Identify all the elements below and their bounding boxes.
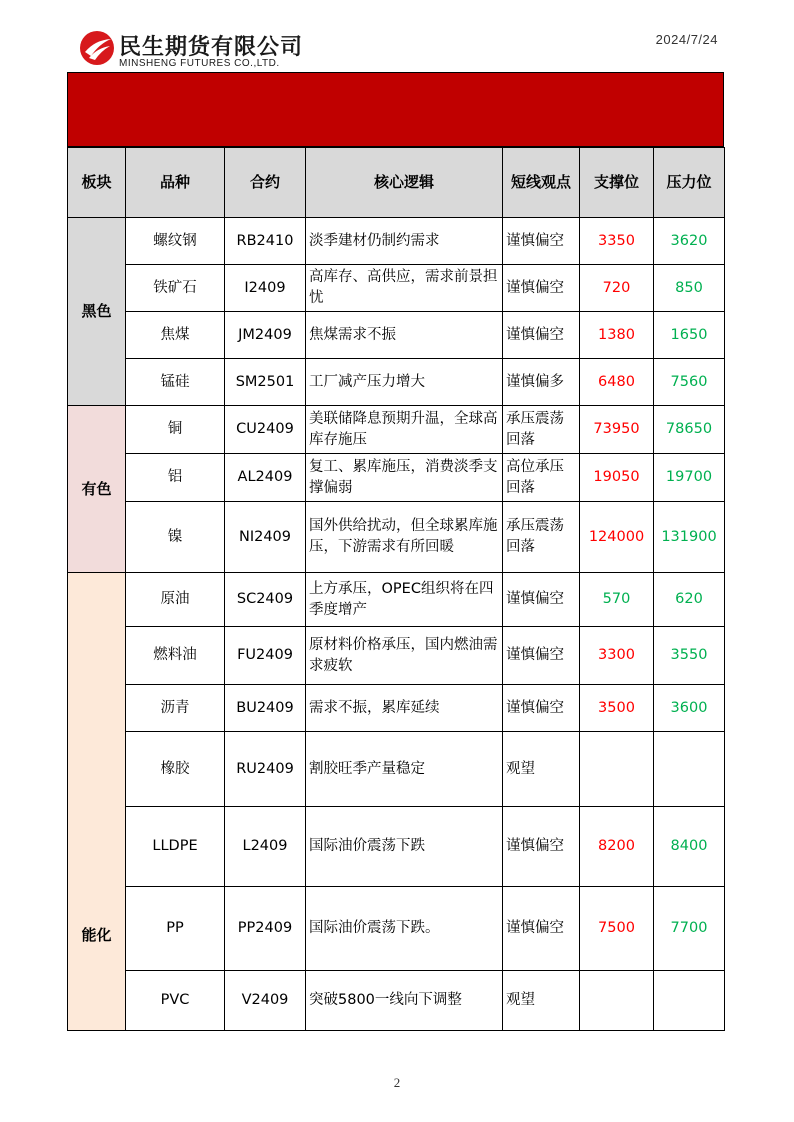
product-cell: 铜: [126, 406, 225, 454]
logic-cell: 工厂减产压力增大: [306, 359, 503, 406]
contract-cell: FU2409: [225, 627, 306, 685]
report-date: 2024/7/24: [655, 32, 718, 47]
logic-cell: 淡季建材仍制约需求: [306, 218, 503, 265]
company-name-cn: 民生期货有限公司: [119, 35, 304, 60]
resistance-cell: 7560: [654, 359, 725, 406]
logic-cell: 国际油价震荡下跌。: [306, 887, 503, 971]
table-row: [68, 502, 725, 573]
product-cell: LLDPE: [126, 807, 225, 887]
header-product: 品种: [126, 148, 225, 218]
product-cell: 燃料油: [126, 627, 225, 685]
table-row: [68, 573, 725, 627]
table-header-row: [68, 148, 725, 218]
product-cell: 焦煤: [126, 312, 225, 359]
title-banner: [67, 72, 724, 147]
sector-cell-nonferrous: 有色: [68, 406, 126, 573]
support-cell: 3350: [580, 218, 654, 265]
view-cell: 谨慎偏空: [503, 807, 580, 887]
header-short-term-view: 短线观点: [503, 148, 580, 218]
logic-cell: 需求不振，累库延续: [306, 685, 503, 732]
view-cell: 谨慎偏多: [503, 359, 580, 406]
logic-cell: 突破5800一线向下调整: [306, 971, 503, 1031]
table-row: [68, 312, 725, 359]
support-cell: 6480: [580, 359, 654, 406]
minsheng-logo-icon: [79, 30, 115, 66]
contract-cell: RU2409: [225, 732, 306, 807]
table-row: [68, 265, 725, 312]
contract-cell: NI2409: [225, 502, 306, 573]
product-cell: PP: [126, 887, 225, 971]
table-row: [68, 807, 725, 887]
resistance-cell: [654, 971, 725, 1031]
contract-cell: CU2409: [225, 406, 306, 454]
view-cell: 谨慎偏空: [503, 312, 580, 359]
resistance-cell: 3550: [654, 627, 725, 685]
product-cell: 铁矿石: [126, 265, 225, 312]
sector-cell-energy-chemical: 能化: [68, 573, 126, 1031]
logic-cell: 美联储降息预期升温，全球高库存施压: [306, 406, 503, 454]
view-cell: 观望: [503, 971, 580, 1031]
logic-cell: 割胶旺季产量稳定: [306, 732, 503, 807]
resistance-cell: [654, 732, 725, 807]
logic-cell: 国际油价震荡下跌: [306, 807, 503, 887]
resistance-cell: 620: [654, 573, 725, 627]
resistance-cell: 19700: [654, 454, 725, 502]
header-support: 支撑位: [580, 148, 654, 218]
support-cell: 3500: [580, 685, 654, 732]
support-cell: 73950: [580, 406, 654, 454]
support-cell: 720: [580, 265, 654, 312]
support-cell: [580, 732, 654, 807]
sector-cell-black: 黑色: [68, 218, 126, 406]
view-cell: 谨慎偏空: [503, 887, 580, 971]
table-row: [68, 732, 725, 807]
futures-outlook-table: [67, 147, 725, 1031]
view-cell: 谨慎偏空: [503, 685, 580, 732]
support-cell: 1380: [580, 312, 654, 359]
view-cell: 谨慎偏空: [503, 627, 580, 685]
support-cell: 8200: [580, 807, 654, 887]
contract-cell: L2409: [225, 807, 306, 887]
product-cell: 螺纹钢: [126, 218, 225, 265]
product-cell: PVC: [126, 971, 225, 1031]
product-cell: 锰硅: [126, 359, 225, 406]
company-name-en: MINSHENG FUTURES CO.,LTD.: [119, 58, 280, 69]
logic-cell: 焦煤需求不振: [306, 312, 503, 359]
contract-cell: RB2410: [225, 218, 306, 265]
logic-cell: 国外供给扰动，但全球累库施压，下游需求有所回暖: [306, 502, 503, 573]
table-row: [68, 685, 725, 732]
support-cell: 124000: [580, 502, 654, 573]
resistance-cell: 8400: [654, 807, 725, 887]
table-row: [68, 971, 725, 1031]
product-cell: 镍: [126, 502, 225, 573]
contract-cell: JM2409: [225, 312, 306, 359]
view-cell: 承压震荡回落: [503, 406, 580, 454]
view-cell: 高位承压回落: [503, 454, 580, 502]
logic-cell: 复工、累库施压，消费淡季支撑偏弱: [306, 454, 503, 502]
support-cell: [580, 971, 654, 1031]
header-resistance: 压力位: [654, 148, 725, 218]
contract-cell: V2409: [225, 971, 306, 1031]
resistance-cell: 3600: [654, 685, 725, 732]
table-row: [68, 359, 725, 406]
table-row: [68, 406, 725, 454]
product-cell: 沥青: [126, 685, 225, 732]
table-row: [68, 627, 725, 685]
contract-cell: AL2409: [225, 454, 306, 502]
logic-cell: 原材料价格承压，国内燃油需求疲软: [306, 627, 503, 685]
page-number: 2: [393, 1075, 401, 1090]
header-core-logic: 核心逻辑: [306, 148, 503, 218]
contract-cell: BU2409: [225, 685, 306, 732]
logic-cell: 高库存、高供应，需求前景担忧: [306, 265, 503, 312]
resistance-cell: 1650: [654, 312, 725, 359]
table-row: [68, 454, 725, 502]
resistance-cell: 7700: [654, 887, 725, 971]
resistance-cell: 3620: [654, 218, 725, 265]
view-cell: 谨慎偏空: [503, 265, 580, 312]
header-contract: 合约: [225, 148, 306, 218]
product-cell: 原油: [126, 573, 225, 627]
product-cell: 铝: [126, 454, 225, 502]
company-logo: [79, 28, 319, 72]
support-cell: 19050: [580, 454, 654, 502]
product-cell: 橡胶: [126, 732, 225, 807]
contract-cell: SC2409: [225, 573, 306, 627]
support-cell: 570: [580, 573, 654, 627]
table-row: [68, 218, 725, 265]
support-cell: 3300: [580, 627, 654, 685]
table-row: [68, 887, 725, 971]
resistance-cell: 78650: [654, 406, 725, 454]
view-cell: 谨慎偏空: [503, 573, 580, 627]
view-cell: 谨慎偏空: [503, 218, 580, 265]
contract-cell: PP2409: [225, 887, 306, 971]
resistance-cell: 131900: [654, 502, 725, 573]
contract-cell: I2409: [225, 265, 306, 312]
contract-cell: SM2501: [225, 359, 306, 406]
support-cell: 7500: [580, 887, 654, 971]
view-cell: 观望: [503, 732, 580, 807]
resistance-cell: 850: [654, 265, 725, 312]
header-sector: 板块: [68, 148, 126, 218]
view-cell: 承压震荡回落: [503, 502, 580, 573]
logic-cell: 上方承压，OPEC组织将在四季度增产: [306, 573, 503, 627]
